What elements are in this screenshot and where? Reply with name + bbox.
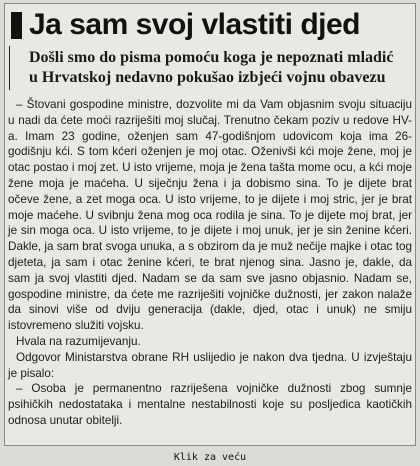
subheadline-line-2: u Hrvatskoj nedavno pokušao izbjeći vojnu obavezu: [29, 69, 386, 86]
headline: Ja sam svoj vlastiti djed: [29, 8, 360, 41]
paragraph-thanks: Hvala na razumijevanju.: [16, 334, 141, 348]
paragraph-response: Odgovor Ministarstva obrane RH uslijedio je nakon dva tjedna. U izvještaju je pisalo:: [8, 350, 412, 380]
enlarge-link[interactable]: Klik za veću: [173, 452, 247, 463]
paragraph-letter: – Štovani gospodine ministre, dozvolite mi da Vam objasnim svoju situaciju u nadi da ćete moći razriješiti moj slučaj. Trenutno čekam poziv u redove HV-a. Imam 23 godine, oženjen sam 47-godišnjom udovicom koja ima 26-godišnju kći. S tom kćeri oženjen je moj otac. Oženivši kći moje žene, moj je otac postao i moj zet. U isto vrijeme, moja je žena tašta mome ocu, a kći moje žene moja je maćeha. U siječnju žena i ja dobismo sina. To je dijete brat očeve žene, a zet moga oca. U isto vrijeme, to je dijete i moj stric, jer je brat moje maćehe. U svibnju žena mog oca rodila je sina. To je dijete moj brat, jer je sin moga oca. U isto vrijeme, to je dijete i moj unuk, jer je sin ženine kćeri. Dakle, ja sam brat svoga unuka, a s obzirom da je muž nečije majke i otac tog djeteta, ja sam i otac ženine kćeri, te brat njenog sina. Jasno je, dakle, da sam ja svoj vlastiti djed. Nadam se da sam sve jasno objasnio. Nadam se, gospodine ministre, da ćete me razriješiti vojničke dužnosti, jer zakon nalaže da sinovi više od dviju generacija (dakle, djed, otac i unuk) ne smiju istovremeno služiti vojsku.: [8, 98, 412, 333]
headline-bar: [11, 12, 22, 39]
subheadline-line-1: Došli smo do pisma pomoću koga je nepoznati mladić: [29, 49, 394, 66]
paragraph-report: – Osoba je permanentno razriješena vojničke dužnosti zbog sumnje psihičkih nedostataka i mentalne nestabilnosti koje su posljedica kaotičkih odnosa unutar obitelji.: [8, 382, 412, 427]
newspaper-clipping[interactable]: [4, 3, 416, 446]
subheadline-block: [5, 46, 415, 90]
subheadline-rule: [9, 46, 10, 90]
article-body: [8, 97, 412, 429]
headline-block: [7, 6, 413, 44]
